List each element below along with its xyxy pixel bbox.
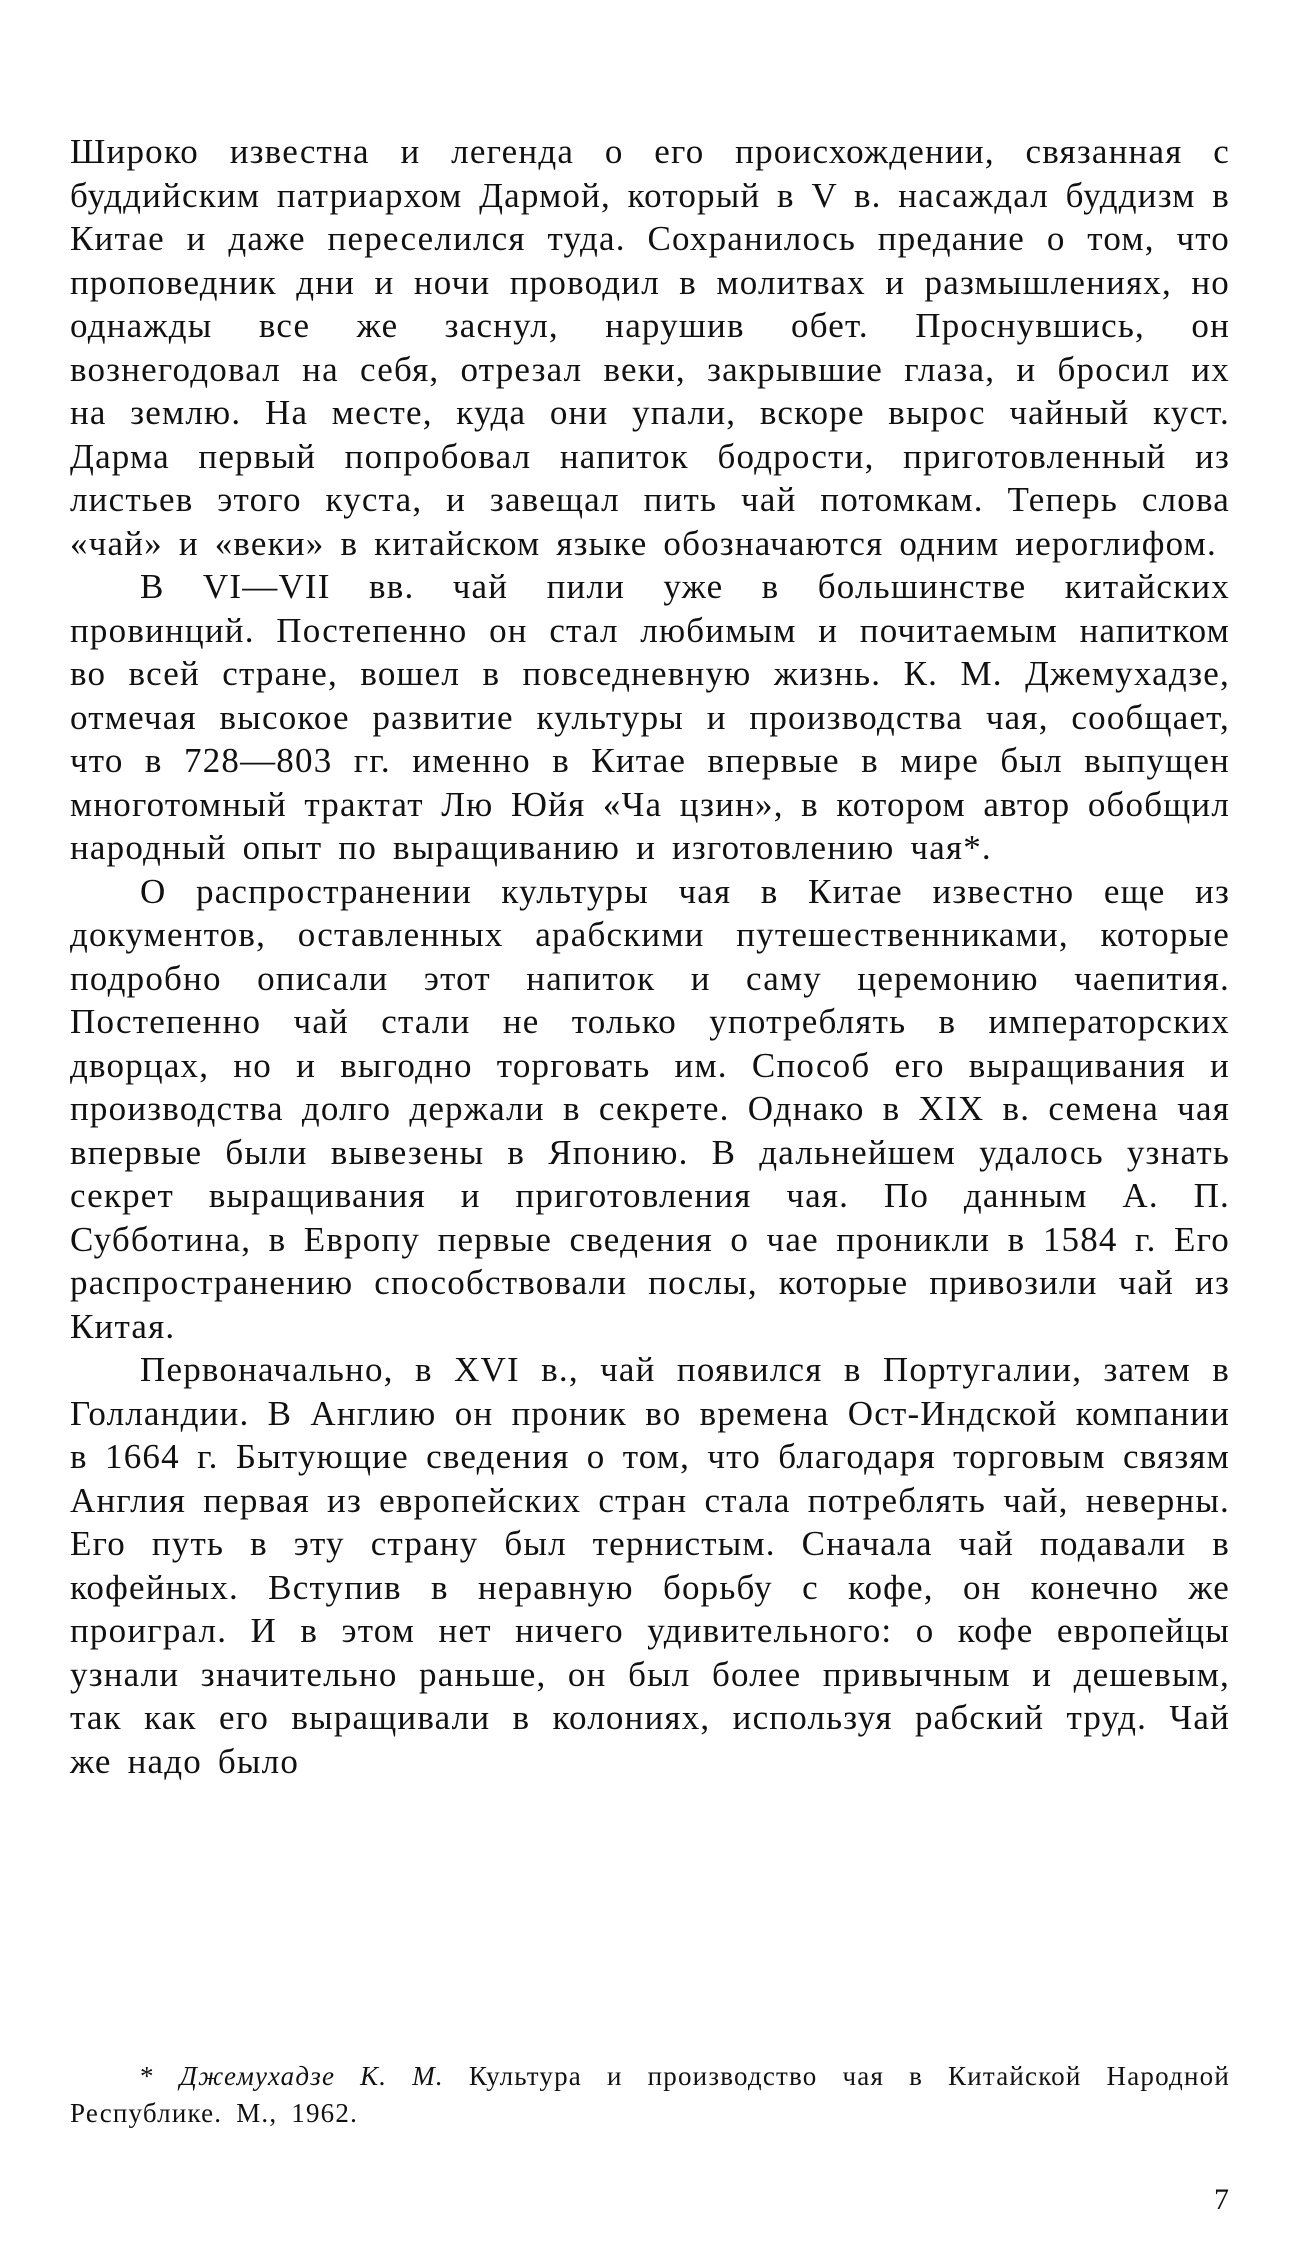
paragraph-1: Широко известна и легенда о его происхождении, связанная с буддийским патриархом Дармой, который в V в. насаждал буддизм в Китае и даже переселился туда. Сохранилось предание о том, что проповедник дни и ночи проводил в молитвах и размышлениях, но однажды все же заснул, нарушив обет. Проснувшись, он вознегодовал на себя, отрезал веки, закрывшие глаза, и бросил их на землю. На месте, куда они упали, вскоре вырос чайный куст. Дарма первый попробовал напиток бодрости, приготовленный из листьев этого куста, и завещал пить чай потомкам. Теперь слова «чай» и «веки» в китайском языке обозначаются одним иероглифом. xyxy=(70,132,1230,563)
footnote-text: Культура и производство чая в Китайской Народной Республике. М., 1962. xyxy=(70,2061,1230,2128)
footnote-author: Джемухадзе К. М. xyxy=(179,2061,444,2091)
main-text xyxy=(70,130,1230,1783)
footnote-marker: * xyxy=(140,2061,180,2091)
footnote xyxy=(70,2058,1230,2132)
paragraph-4: Первоначально, в XVI в., чай появился в Португалии, затем в Голландии. В Англию он проник во времена Ост-Индской компании в 1664 г. Бытующие сведения о том, что благодаря торговым связям Англия первая из европейских стран стала потреблять чай, неверны. Его путь в эту страну был тернистым. Сначала чай подавали в кофейных. Вступив в неравную борьбу с кофе, он конечно же проиграл. И в этом нет ничего удивительного: о кофе европейцы узнали значительно раньше, он был более привычным и дешевым, так как его выращивали в колониях, используя рабский труд. Чай же надо было xyxy=(70,1350,1230,1781)
paragraph-2: В VI—VII вв. чай пили уже в большинстве китайских провинций. Постепенно он стал любимым и почитаемым напитком во всей стране, вошел в повседневную жизнь. К. М. Джемухадзе, отмечая высокое развитие культуры и производства чая, сообщает, что в 728—803 гг. именно в Китае впервые в мире был выпущен многотомный трактат Лю Юйя «Ча цзин», в котором автор обобщил народный опыт по выращиванию и изготовлению чая*. xyxy=(70,567,1230,867)
paragraph-3: О распространении культуры чая в Китае известно еще из документов, оставленных арабскими путешественниками, которые подробно описали этот напиток и саму церемонию чаепития. Постепенно чай стали не только употреблять в императорских дворцах, но и выгодно торговать им. Способ его выращивания и производства долго держали в секрете. Однако в XIX в. семена чая впервые были вывезены в Японию. В дальнейшем удалось узнать секрет выращивания и приготовления чая. По данным А. П. Субботина, в Европу первые сведения о чае проникли в 1584 г. Его распространению способствовали послы, которые привозили чай из Китая. xyxy=(70,871,1230,1346)
page-number: 7 xyxy=(1214,2183,1229,2216)
